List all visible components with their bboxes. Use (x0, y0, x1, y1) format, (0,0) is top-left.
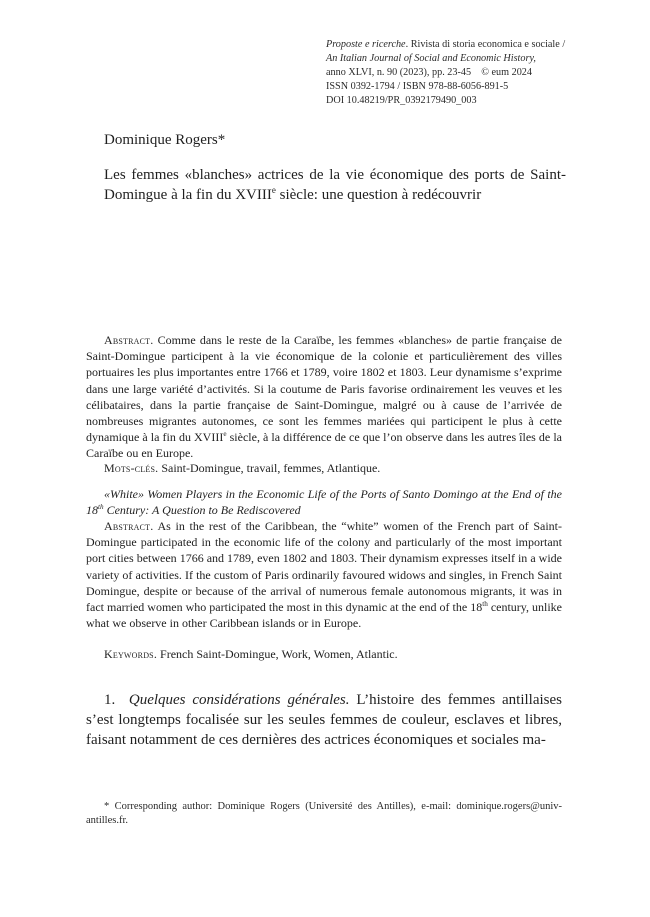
section-paragraph (86, 690, 562, 750)
footnote: * Corresponding author: Dominique Rogers (Université des Antilles), e-mail: dominique.rogers@univ-antilles.fr. (86, 801, 562, 826)
abstract-french-text-end: siècle, à la différence de ce que l’on observe dans les autres îles de la Caraïbe ou en Europe. (86, 430, 562, 461)
english-title (86, 486, 562, 518)
abstract-label: Abstract. (104, 333, 154, 347)
abstract-french (86, 332, 562, 462)
section-number: 1. (104, 692, 116, 708)
journal-header (326, 38, 626, 108)
journal-english-title (326, 52, 626, 66)
abstract-english-superscript: th (482, 600, 488, 609)
english-title-superscript: th (98, 503, 104, 512)
abstract-english-text-end: century, unlike what we observe in other Caribbean islands or in Europe. (86, 600, 563, 631)
journal-doi: DOI 10.48219/PR_0392179490_003 (326, 95, 477, 106)
keywords-label: Mots-clés. (104, 461, 159, 475)
keywords-english-text: French Saint-Domingue, Work, Women, Atlantic. (157, 647, 398, 661)
journal-english-title-text: An Italian Journal of Social and Economic History, (326, 53, 536, 64)
title-superscript: e (271, 185, 276, 195)
abstract-label-en: Abstract. (104, 519, 154, 533)
abstract-english-text: As in the rest of the Caribbean, the “white” women of the French part of Saint-Domingue participated in the economic life of the colony and particularly of the most important port cities between 1766 and 1789, even 1802 and 1803. Their dynamism expresses itself in a wide variety of activities. If the custom of Paris ordinarily favoured widows and singles, in French Saint Domingue, despite or because of the arrival of numerous female autonomous migrants, it was in fact married women who participated the most in this dynamic at the end of the 18 (86, 519, 562, 615)
section-heading: Quelques considérations générales. (128, 692, 350, 708)
author-name: Dominique Rogers* (104, 132, 226, 148)
abstract-english (86, 518, 562, 631)
section-text: L’histoire des femmes antillaises s’est longtemps focalisée sur les seules femmes de couleur, esclaves et libres, faisant notamment de ces dernières des actrices économiques et sociales ma- (86, 692, 562, 748)
keywords-french (86, 460, 562, 476)
keywords-french-text: Saint-Domingue, travail, femmes, Atlantique. (158, 461, 381, 475)
journal-issn: ISSN 0392-1794 / ISBN 978-88-6056-891-5 (326, 81, 509, 92)
title-text: Les femmes «blanches» actrices de la vie économique des ports de Saint-Domingue à la fin du XVIII (104, 167, 566, 203)
english-title-text: «White» Women Players in the Economic Life of the Ports of Santo Domingo at the End of the 18 (86, 487, 562, 518)
journal-issue: anno XLVI, n. 90 (2023), pp. 23-45 © eum 2024 (326, 67, 532, 78)
journal-title: Proposte e ricerche (326, 39, 406, 50)
journal-name-line (326, 38, 626, 52)
journal-subtitle: . Rivista di storia economica e sociale / (405, 39, 566, 50)
keywords-label-en: Keywords. (104, 647, 158, 661)
keywords-english (86, 646, 562, 662)
article-title (104, 165, 566, 205)
abstract-french-superscript: e (223, 430, 227, 439)
title-text-end: siècle: une question à redécouvrir (275, 187, 482, 203)
english-title-text-end: Century: A Question to Be Rediscovered (103, 503, 301, 518)
abstract-french-text: Comme dans le reste de la Caraïbe, les femmes «blanches» de partie française de Saint-Domingue participent à la vie économique de la colonie et particulièrement des villes portuaires les plus importantes entre 1766 et 1789, voire 1802 et 1803. Leur dynamisme s’exprime dans une large variété d’activités. Si la coutume de Paris favorise ordinairement les veuves et les célibataires, dans la partie française de Saint-Domingue, malgré ou à cause de l’arrivée de nombreuses migrantes autonomes, ce sont les femmes mariées qui participent le plus à cette dynamique à la fin du XVIII (86, 333, 562, 445)
